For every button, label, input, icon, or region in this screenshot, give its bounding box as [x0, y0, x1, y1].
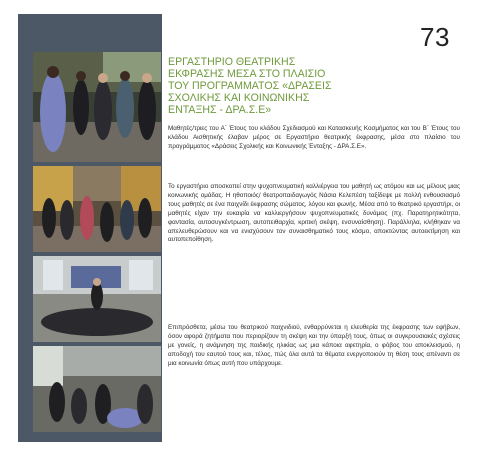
title-line: ΤΟΥ ΠΡΟΓΡΑΜΜΑΤΟΣ «ΔΡΑΣΕΙΣ [168, 80, 332, 92]
title-line: ΣΧΟΛΙΚΗΣ ΚΑΙ ΚΟΙΝΩΝΙΚΗΣ [168, 92, 310, 104]
title-line: ΕΚΦΡΑΣΗΣ ΜΕΣΑ ΣΤΟ ΠΛΑΙΣΙΟ [168, 68, 326, 80]
goals-paragraph: Το εργαστήριο αποσκοπεί στην ψυχοπνευματική καλλιέργεια του μαθητή ως ατόμου και ως μέλους μιας κοινωνικής ομάδας. Η ηθοποιός/ θεατροπαιδαγωγός Νάσια Κελεπέση ταξίδεψε με πολλή ενθουσιασμό τους μαθητές σε ένα παιχνίδι έκφρασης σώματος, λόγου και φωνής. Μέσα από το θεατρικό εργαστήρι, οι μαθητές είχαν την ευκαιρία να καλλιεργήσουν ψυχοπνευματικές δυνάμεις (πχ. Παρατηρητικότητα, φαντασία, αυτοσυγκέντρωση, αυτοπειθαρχία, κριτική σκέψη, ενσυναίσθηση). Παράλληλα, κλήθηκαν να απελευθερώσουν και να ενισχύσουν τον συναισθηματικό τους κόσμο, αποκτώντας αυτοεκτίμηση και αυτοπεποίθηση. [168, 183, 460, 244]
page-number: 73 [420, 22, 450, 52]
title-line: ΕΝΤΑΞΗΣ - ΔΡΑ.Σ.Ε» [168, 104, 272, 116]
workshop-photo-2 [33, 166, 161, 252]
title-line: ΕΡΓΑΣΤΗΡΙΟ ΘΕΑΤΡΙΚΗΣ [168, 56, 296, 68]
workshop-photo-4 [33, 346, 161, 432]
workshop-photo-1 [33, 52, 161, 162]
article-title [168, 56, 458, 116]
closing-paragraph: Επιπρόσθετα, μέσω του θεατρικού παιχνιδιού, ενθαρρύνεται η ελευθερία της έκφρασης των εφήβων, όσον αφορά ζητήματα που περιορίζουν τη σκέψη και την ύπαρξή τους, όπως οι συγκρουσιακές σχέσεις με γονείς, η ανάμνηση της παιδικής ηλικίας ως μια κάποια αφετηρία, ο φόβος του αποκλεισμού, η αποδοχή του εαυτού τους και, τέλος, πώς όλα αυτά τα θέματα ενεργοποιούν τη θέση τους απέναντι σε μια κοινωνία όπως αυτή που υπάρχουμε. [168, 324, 460, 367]
workshop-photo-3 [33, 256, 161, 342]
intro-paragraph: Μαθητές/τριες του Α΄ Έτους του κλάδου Σχεδιασμού και Κατασκευής Κοσμήματος και του Β΄ Έτους του κλάδου Αισθητικής έλαβαν μέρος σε Εργαστήριο θεατρικής έκφρασης, μέσα στο πλαίσιο του προγράμματος «Δράσεις Σχολικής και Κοινωνικής Ένταξης - ΔΡΑ.Σ.Ε». [168, 125, 460, 150]
